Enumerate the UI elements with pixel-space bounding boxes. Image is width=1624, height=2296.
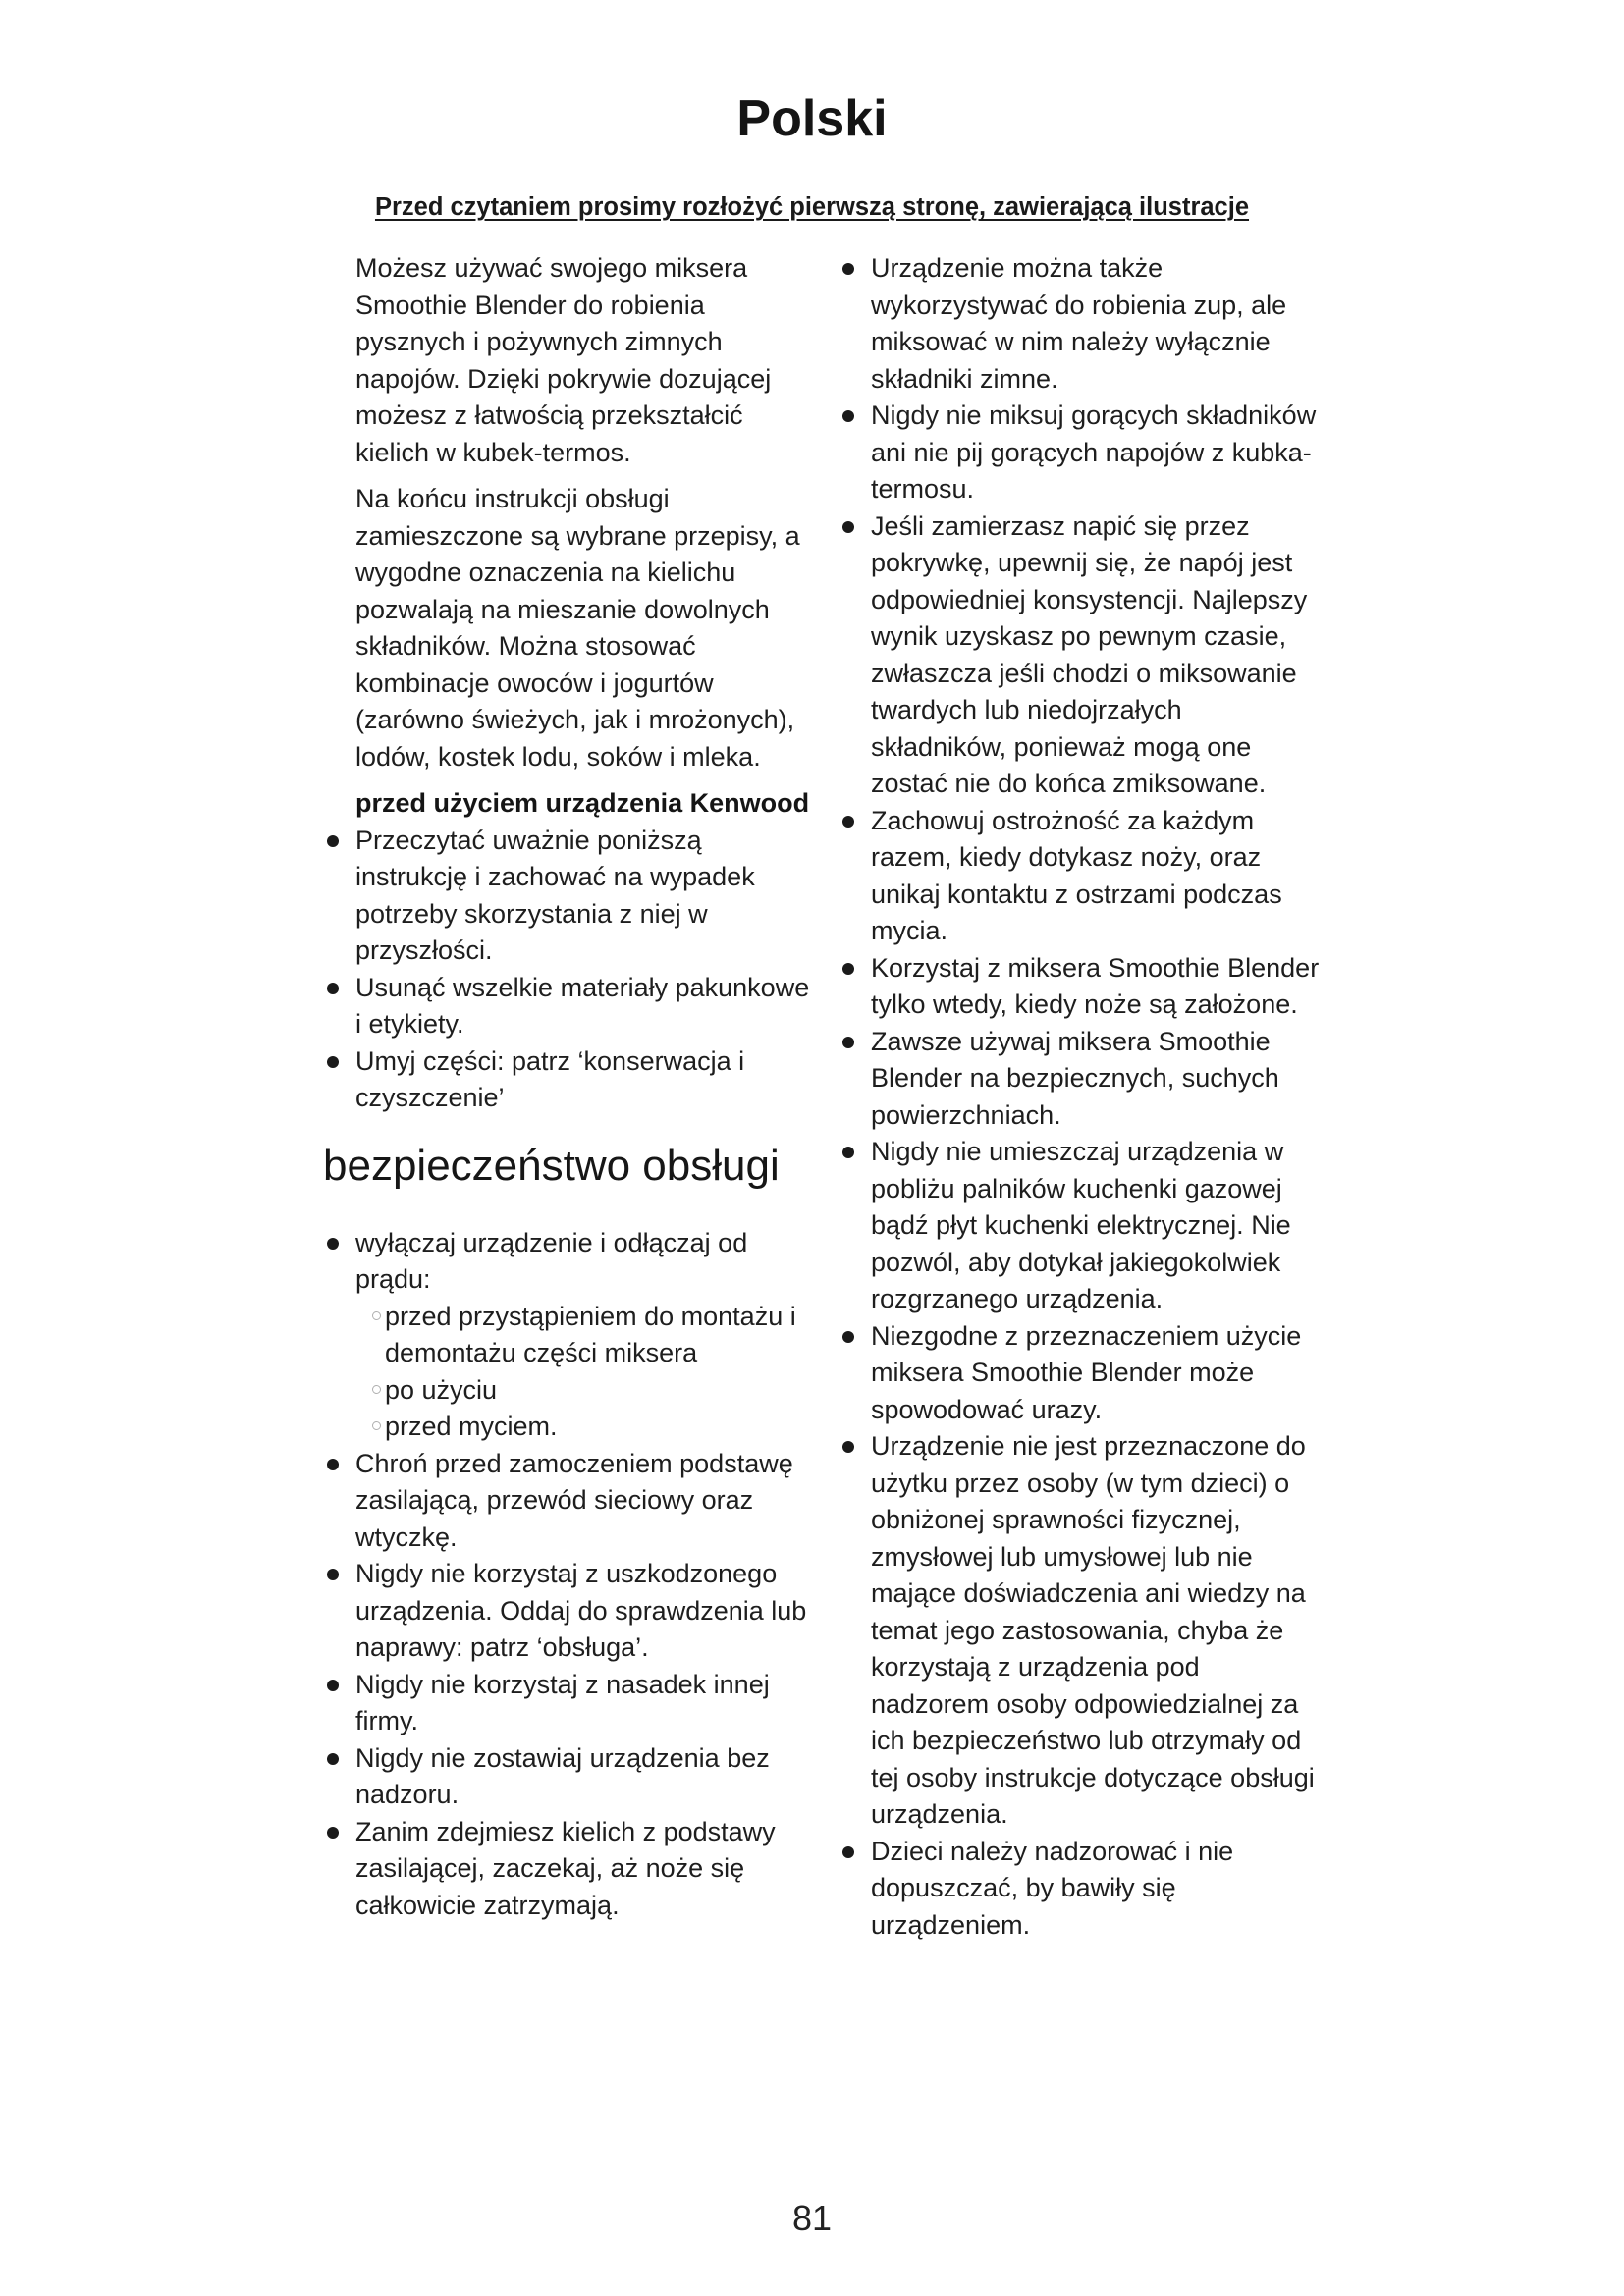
bullet-dot-icon bbox=[327, 835, 339, 847]
ring-bullet-icon bbox=[372, 1385, 381, 1394]
page-subtitle bbox=[0, 192, 1624, 223]
bullet-dot-icon bbox=[327, 1569, 339, 1580]
list-item bbox=[355, 970, 817, 1043]
safety-list-continued bbox=[871, 250, 1323, 1944]
list-item-text: wyłączaj urządzenie i odłączaj od prądu: bbox=[355, 1227, 748, 1294]
bullet-dot-icon bbox=[327, 1680, 339, 1691]
bullet-dot-icon bbox=[842, 1846, 854, 1858]
list-item bbox=[355, 1814, 817, 1925]
list-item-text: Zanim zdejmiesz kielich z podstawy zasilającej, zaczekaj, aż noże się całkowicie zatrzymają. bbox=[355, 1816, 776, 1920]
bullet-dot-icon bbox=[327, 1753, 339, 1765]
intro-paragraph-1: Możesz używać swojego miksera Smoothie Blender do robienia pysznych i pożywnych zimnych napojów. Dzięki pokrywie dozującej możesz z łatwością przekształcić kielich w kubek-termos. bbox=[355, 253, 772, 467]
sub-list-item bbox=[385, 1299, 817, 1372]
ring-bullet-icon bbox=[372, 1421, 381, 1430]
list-item-text: Zawsze używaj miksera Smoothie Blender na bezpiecznych, suchych powierzchniach. bbox=[871, 1026, 1279, 1130]
sub-list-item bbox=[385, 1372, 817, 1410]
list-item-text: Jeśli zamierzasz napić się przez pokrywkę, upewnij się, że napój jest odpowiedniej konsystencji. Najlepszy wynik uzyskasz po pewnym czasie, zwłaszcza jeśli chodzi o miksowanie twardych lub niedojrzałych składników, ponieważ mogą one zostać nie do końca zmiksowane. bbox=[871, 510, 1308, 798]
bullet-dot-icon bbox=[842, 816, 854, 828]
before-use-list bbox=[355, 823, 817, 1117]
bullet-dot-icon bbox=[327, 1459, 339, 1470]
sub-list-item-text: przed myciem. bbox=[385, 1412, 558, 1441]
list-item bbox=[871, 1318, 1323, 1429]
safety-heading: bezpieczeństwo obsługi bbox=[323, 1141, 780, 1190]
bullet-dot-icon bbox=[842, 1037, 854, 1048]
bullet-dot-icon bbox=[842, 963, 854, 975]
bullet-dot-icon bbox=[842, 1331, 854, 1343]
bullet-dot-icon bbox=[327, 1056, 339, 1068]
list-item-text: Urządzenie można także wykorzystywać do robienia zup, ale miksować w nim należy wyłącznie składniki zimne. bbox=[871, 253, 1287, 394]
ring-bullet-icon bbox=[372, 1311, 381, 1320]
safety-list bbox=[355, 1225, 817, 1925]
list-item bbox=[871, 950, 1323, 1024]
bullet-dot-icon bbox=[842, 410, 854, 422]
page-title: Polski bbox=[736, 90, 888, 147]
page-subtitle-text: Przed czytaniem prosimy rozłożyć pierwszą stronę, zawierającą ilustracje bbox=[374, 193, 1250, 221]
bullet-dot-icon bbox=[327, 1827, 339, 1839]
list-item bbox=[871, 1134, 1323, 1318]
intro-paragraph-2: Na końcu instrukcji obsługi zamieszczone są wybrane przepisy, a wygodne oznaczenia na kielichu pozwalają na mieszanie dowolnych składników. Można stosować kombinacje owoców i jogurtów (zarówno świeżych, jak i mrożonych), lodów, kostek lodu, soków i mleka. bbox=[355, 484, 800, 772]
list-item bbox=[871, 508, 1323, 803]
list-item bbox=[355, 1667, 817, 1740]
list-item bbox=[871, 1428, 1323, 1834]
right-column bbox=[871, 250, 1323, 1944]
list-item-text: Umyj części: patrz ‘konserwacja i czyszczenie’ bbox=[355, 1045, 745, 1112]
list-item-text: Urządzenie nie jest przeznaczone do użytku przez osoby (w tym dzieci) o obniżonej sprawności fizycznej, zmysłowej lub umysłowej lub nie mające doświadczenia ani wiedzy na temat jego zastosowania, chyba że korzystają z urządzenia pod nadzorem osoby odpowiedzialnej za ich bezpieczeństwo lub otrzymały od tej osoby instrukcje dotyczące obsługi urządzenia. bbox=[871, 1431, 1315, 1829]
list-item bbox=[871, 250, 1323, 398]
list-item-text: Nigdy nie korzystaj z uszkodzonego urządzenia. Oddaj do sprawdzenia lub naprawy: patrz ‘obsługa’. bbox=[355, 1559, 807, 1662]
list-item bbox=[871, 1024, 1323, 1135]
list-item-text: Przeczytać uważnie poniższą instrukcję i zachować na wypadek potrzeby skorzystania z niej w przyszłości. bbox=[355, 825, 755, 965]
list-item bbox=[355, 1556, 817, 1667]
sub-list-item-text: przed przystąpieniem do montażu i demontażu części miksera bbox=[385, 1301, 796, 1367]
list-item-text: Usunąć wszelkie materiały pakunkowe i etykiety. bbox=[355, 972, 810, 1039]
list-item-text: Niezgodne z przeznaczeniem użycie miksera Smoothie Blender może spowodować urazy. bbox=[871, 1320, 1302, 1424]
list-item bbox=[355, 823, 817, 970]
bullet-dot-icon bbox=[842, 1441, 854, 1453]
list-item bbox=[871, 398, 1323, 508]
unplug-sublist bbox=[385, 1299, 817, 1446]
left-column bbox=[323, 250, 817, 1924]
list-item-text: Zachowuj ostrożność za każdym razem, kiedy dotykasz noży, oraz unikaj kontaktu z ostrzami podczas mycia. bbox=[871, 805, 1282, 945]
bullet-dot-icon bbox=[327, 1238, 339, 1250]
list-item-text: Korzystaj z miksera Smoothie Blender tylko wtedy, kiedy noże są założone. bbox=[871, 952, 1320, 1019]
list-item-text: Nigdy nie umieszczaj urządzenia w pobliżu palników kuchenki gazowej bądź płyt kuchenki elektrycznej. Nie pozwól, aby dotykał jakiegokolwiek rozgrzanego urządzenia. bbox=[871, 1137, 1291, 1313]
sub-list-item bbox=[385, 1409, 817, 1446]
page-number: 81 bbox=[791, 2198, 833, 2238]
list-item-text: Nigdy nie miksuj gorących składników ani nie pij gorących napojów z kubka-termosu. bbox=[871, 400, 1317, 504]
bullet-dot-icon bbox=[842, 263, 854, 275]
list-item bbox=[871, 803, 1323, 950]
bullet-dot-icon bbox=[842, 1147, 854, 1158]
list-item bbox=[355, 1740, 817, 1814]
list-item bbox=[355, 1446, 817, 1557]
list-item-text: Dzieci należy nadzorować i nie dopuszczać, by bawiły się urządzeniem. bbox=[871, 1836, 1234, 1940]
list-item bbox=[871, 1834, 1323, 1945]
list-item-text: Nigdy nie zostawiaj urządzenia bez nadzoru. bbox=[355, 1742, 770, 1809]
list-item bbox=[355, 1043, 817, 1117]
list-item-text: Nigdy nie korzystaj z nasadek innej firmy. bbox=[355, 1669, 770, 1735]
list-item-text: Chroń przed zamoczeniem podstawę zasilającą, przewód sieciowy oraz wtyczkę. bbox=[355, 1448, 793, 1552]
sub-list-item-text: po użyciu bbox=[385, 1374, 498, 1405]
before-use-heading: przed użyciem urządzenia Kenwood bbox=[355, 788, 810, 818]
bullet-dot-icon bbox=[842, 521, 854, 533]
list-item bbox=[355, 1225, 817, 1446]
bullet-dot-icon bbox=[327, 983, 339, 994]
